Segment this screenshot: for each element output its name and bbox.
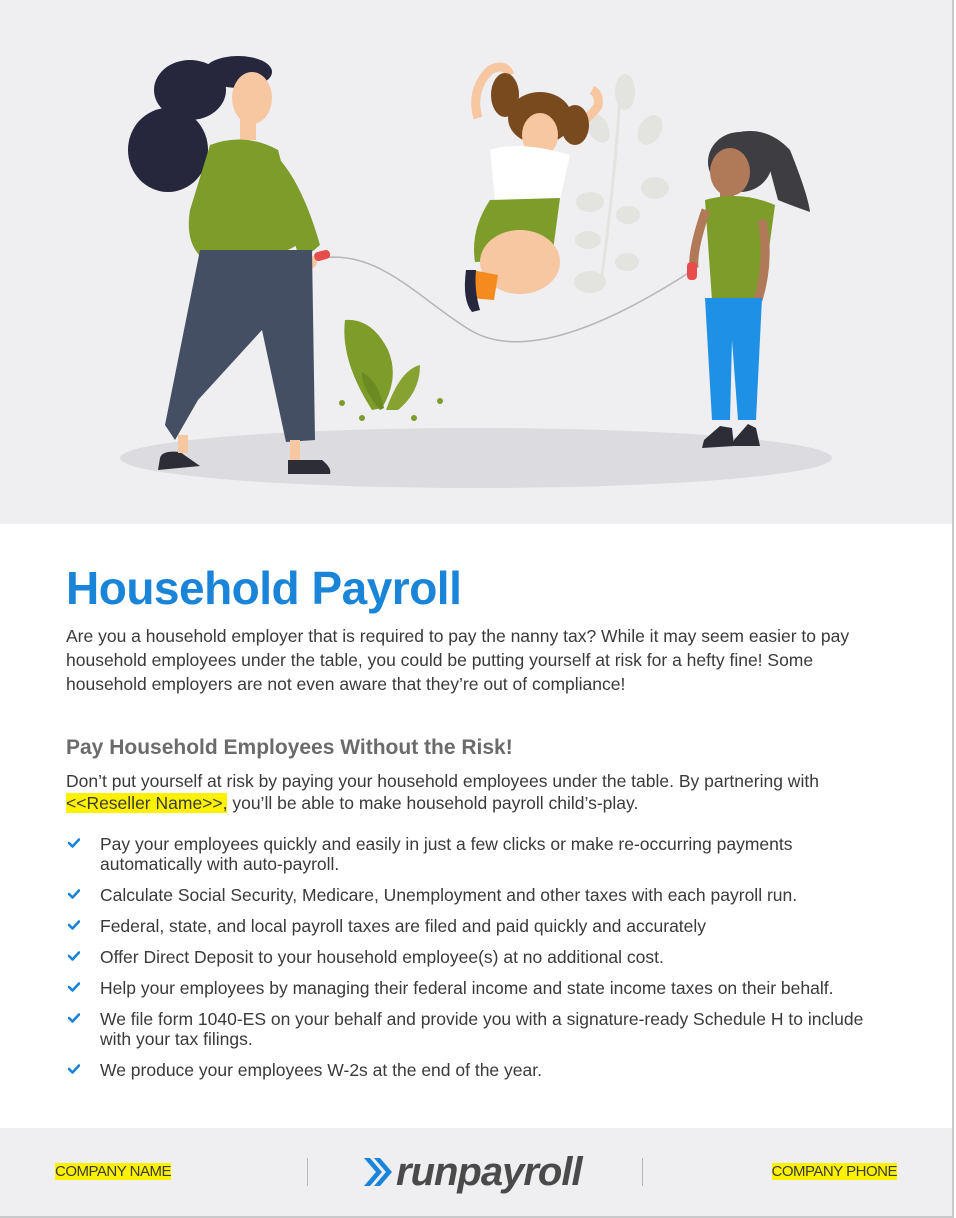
intro-paragraph: Are you a household employer that is required to pay the nanny tax? While it may seem easier to pay household employees under the table, you could be putting yourself at risk for a hefty fine! Some household employers are not even aware that they’re out of compliance! [66,626,850,694]
benefit-text: Help your employees by managing their federal income and state income taxes on their behalf. [100,978,834,998]
company-name-placeholder: COMPANY NAME [55,1163,171,1180]
list-item [66,947,886,967]
benefit-text: Federal, state, and local payroll taxes are filed and paid quickly and accurately [100,916,707,936]
list-item [66,834,886,874]
runpayroll-logo [362,1150,582,1194]
hero-illustration [0,0,952,524]
checkmark-icon [68,920,80,930]
benefit-text: Calculate Social Security, Medicare, Unemployment and other taxes with each payroll run. [100,885,798,905]
list-item [66,978,886,998]
double-chevron-icon [362,1156,392,1188]
page-title: Household Payroll [66,562,462,614]
checkmark-icon [68,838,80,848]
section-text-after: you’ll be able to make household payroll child’s-play. [227,793,639,813]
list-item [66,1009,886,1049]
children-jump-rope-illustration [0,0,952,524]
benefit-text: Offer Direct Deposit to your household employee(s) at no additional cost. [100,947,664,967]
checkmark-icon [68,982,80,992]
checkmark-icon [68,1013,80,1023]
girl-standing-icon [687,131,810,448]
footer [0,1128,952,1216]
company-phone-placeholder: COMPANY PHONE [771,1163,897,1180]
section-heading: Pay Household Employees Without the Risk! [66,736,513,759]
checkmark-icon [68,951,80,961]
benefit-text: We produce your employees W-2s at the end of the year. [100,1060,542,1080]
footer-divider [307,1158,308,1186]
footer-divider [642,1158,643,1186]
list-item [66,916,886,936]
logo-text: runpayroll [396,1150,582,1194]
plant-icon [339,320,443,421]
benefit-text: Pay your employees quickly and easily in just a few clicks or make re-occurring payments automatically with auto-payroll. [100,834,793,874]
list-item [66,885,886,905]
woman-figure-icon [128,56,331,474]
list-item [66,1060,886,1080]
reseller-name-placeholder: <<Reseller Name>>, [66,793,228,813]
checkmark-icon [68,889,80,899]
main-content [66,560,886,1091]
section-text-before: Don’t put yourself at risk by paying your household employees under the table. By partnering with [66,771,819,791]
benefit-text: We file form 1040-ES on your behalf and provide you with a signature-ready Schedule H to include with your tax filings. [100,1009,864,1049]
checkmark-icon [68,1064,80,1074]
benefits-list [66,834,886,1080]
section-paragraph [66,770,886,814]
